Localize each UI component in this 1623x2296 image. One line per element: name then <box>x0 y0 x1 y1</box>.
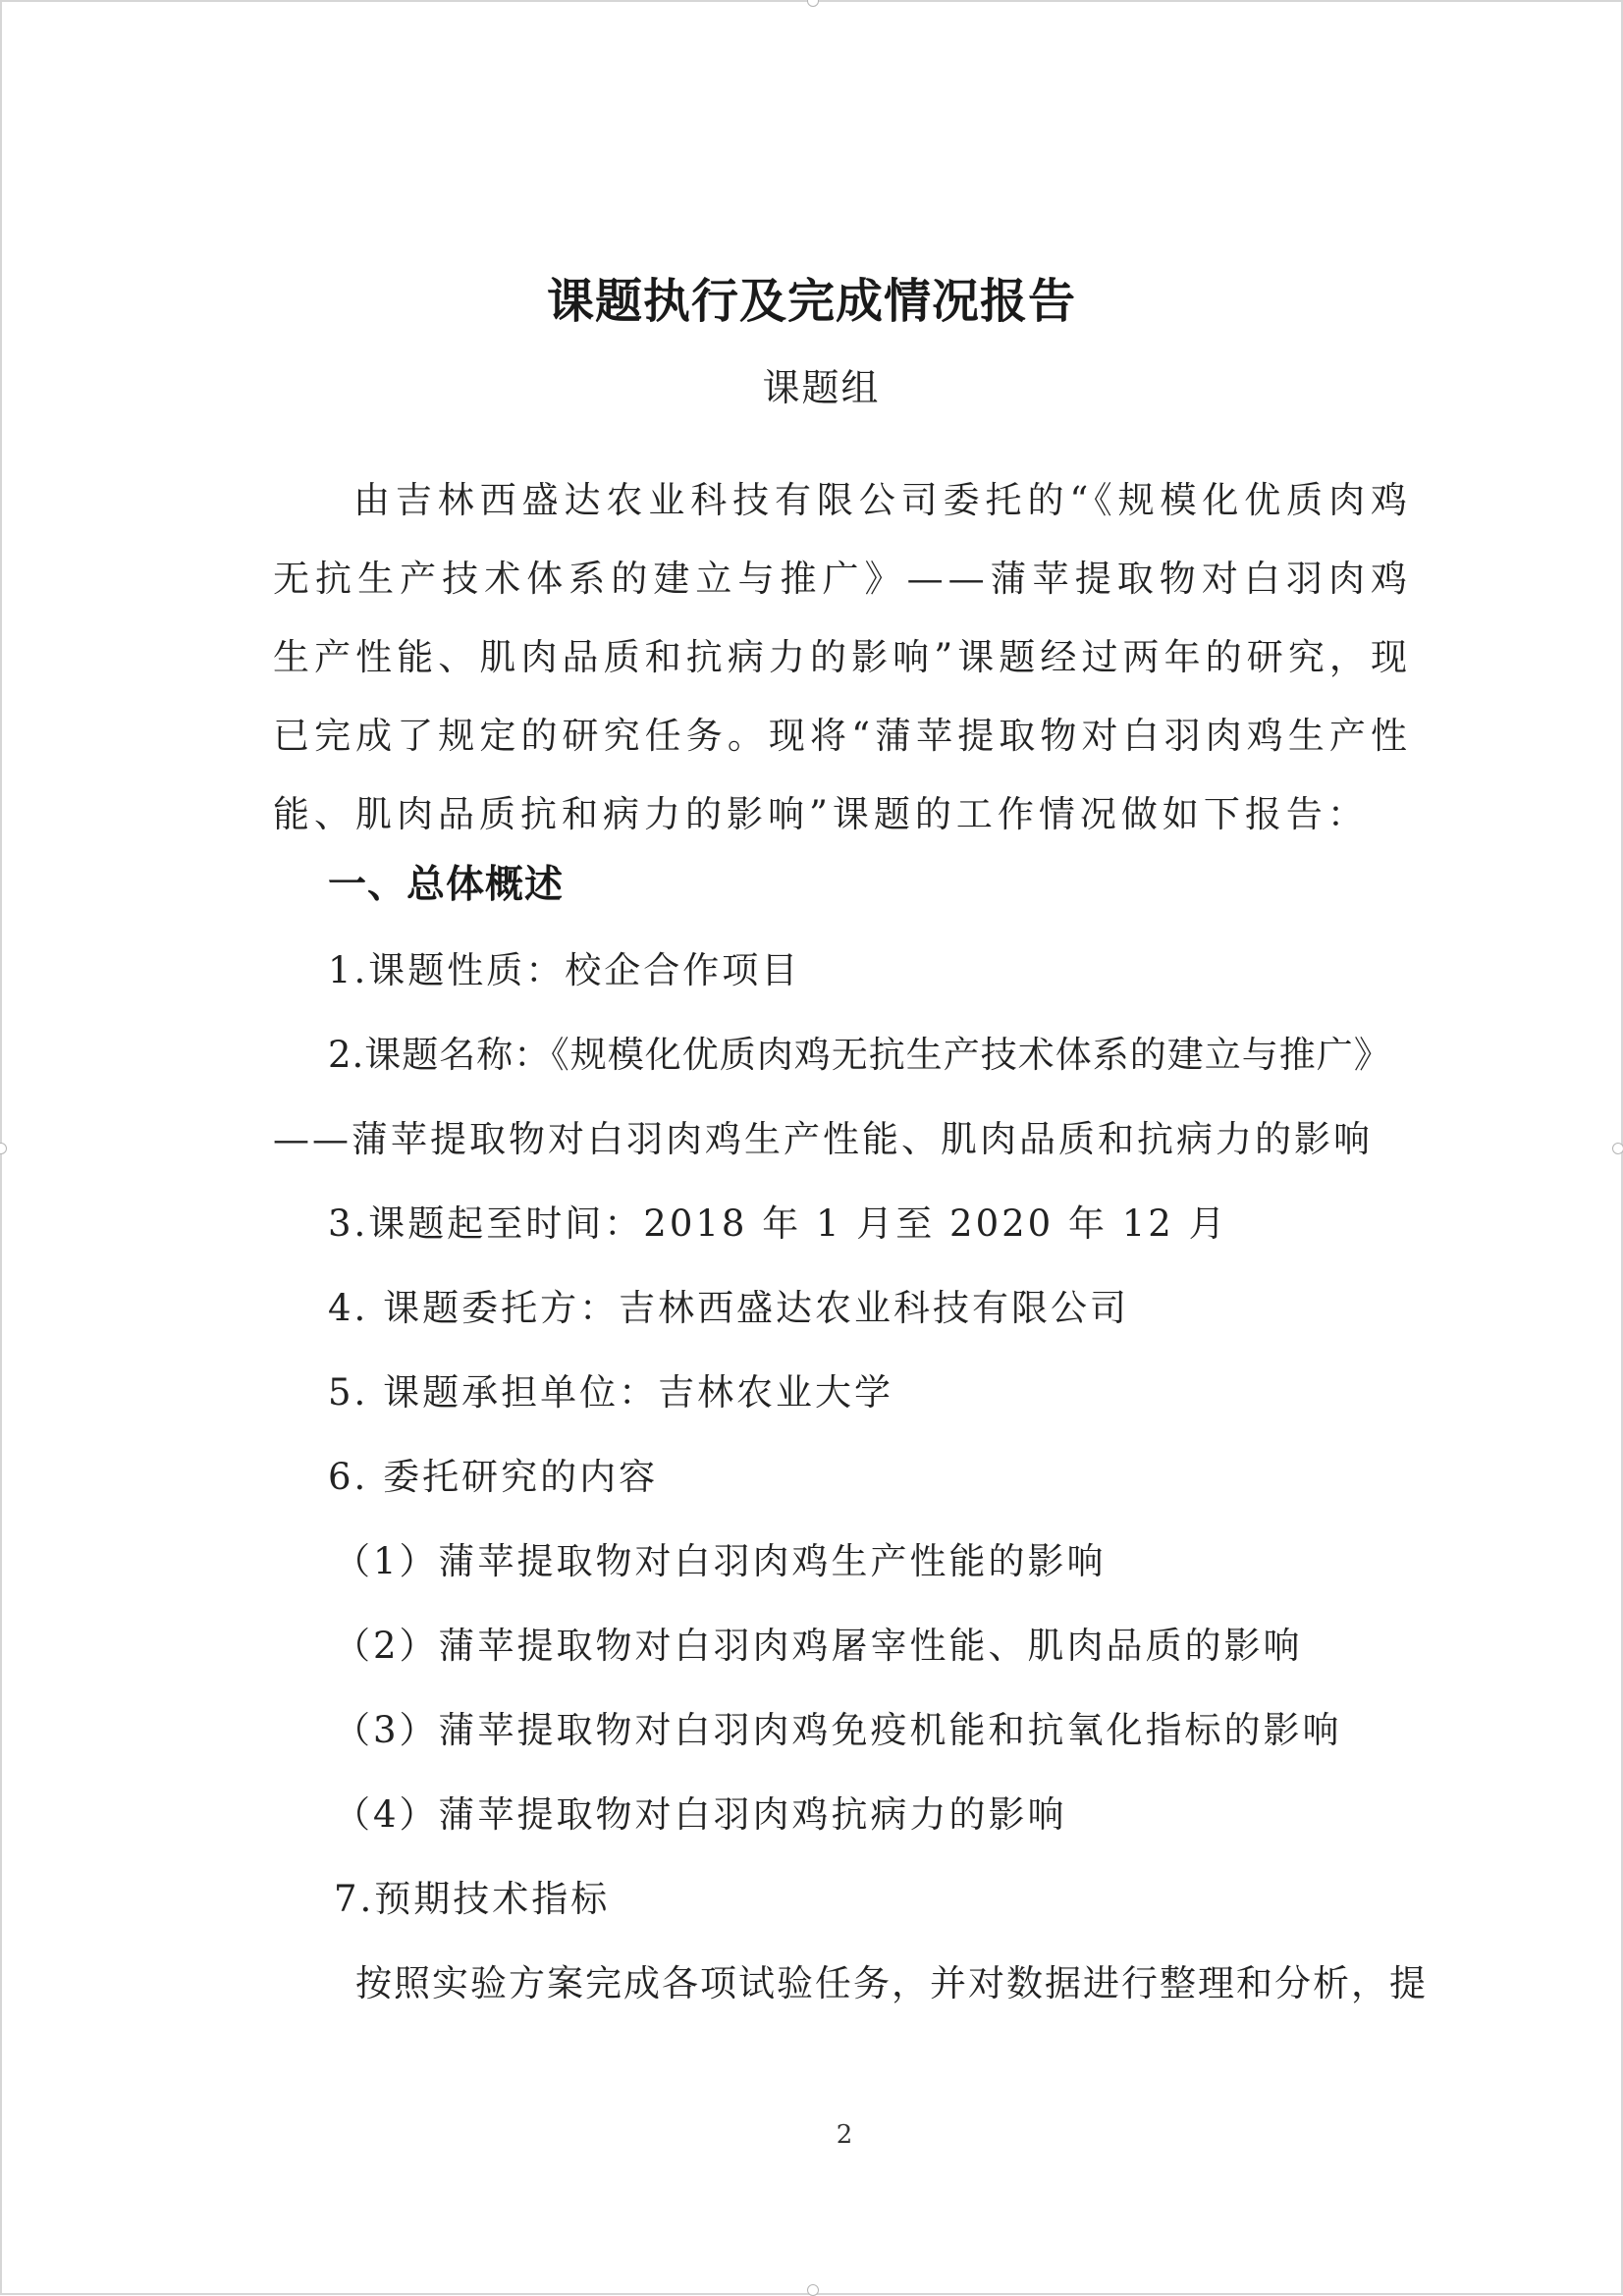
item-name-line1: 2.课题名称：《规模化优质肉鸡无抗生产技术体系的建立与推广》 <box>328 1034 1391 1076</box>
item-indicators-heading: 7.预期技术指标 <box>334 1878 611 1920</box>
content-list-item-2: （2）蒲苹提取物对白羽肉鸡屠宰性能、肌肉品质的影响 <box>334 1625 1303 1667</box>
scan-mark-bottom <box>807 2284 819 2296</box>
document-title: 课题执行及完成情况报告 <box>546 274 1076 329</box>
document-subtitle: 课题组 <box>762 366 881 409</box>
section-heading: 一、总体概述 <box>328 863 565 907</box>
item-name-line2: ——蒲苹提取物对白羽肉鸡生产性能、肌肉品质和抗病力的影响 <box>273 1118 1373 1160</box>
content-list-item-4: （4）蒲苹提取物对白羽肉鸡抗病力的影响 <box>334 1793 1067 1836</box>
item-period: 3.课题起至时间：2018 年 1 月至 2020 年 12 月 <box>328 1202 1228 1245</box>
page-number: 2 <box>836 2120 853 2150</box>
scan-mark-right <box>1612 1143 1623 1154</box>
content-list-item-3: （3）蒲苹提取物对白羽肉鸡免疫机能和抗氧化指标的影响 <box>334 1709 1342 1751</box>
intro-paragraph: 由吉林西盛达农业科技有限公司委托的“《规模化优质肉鸡无抗生产技术体系的建立与推广》——蒲苹提取物对白羽肉鸡生产性能、肌肉品质和抗病力的影响”课题经过两年的研究，现已完成了规定的研究任务。现将“蒲苹提取物对白羽肉鸡生产性能、肌肉品质抗和病力的影响”课题的工作情况做如下报告： <box>273 479 1412 835</box>
item-indicators-text: 按照实验方案完成各项试验任务，并对数据进行整理和分析，提 <box>355 1962 1428 2004</box>
item-client: 4. 课题委托方：吉林西盛达农业科技有限公司 <box>328 1287 1130 1329</box>
item-undertaker: 5. 课题承担单位：吉林农业大学 <box>328 1371 894 1414</box>
item-content-heading: 6. 委托研究的内容 <box>328 1456 659 1498</box>
item-nature: 1.课题性质：校企合作项目 <box>328 949 801 991</box>
content-list-item-1: （1）蒲苹提取物对白羽肉鸡生产性能的影响 <box>334 1540 1107 1582</box>
